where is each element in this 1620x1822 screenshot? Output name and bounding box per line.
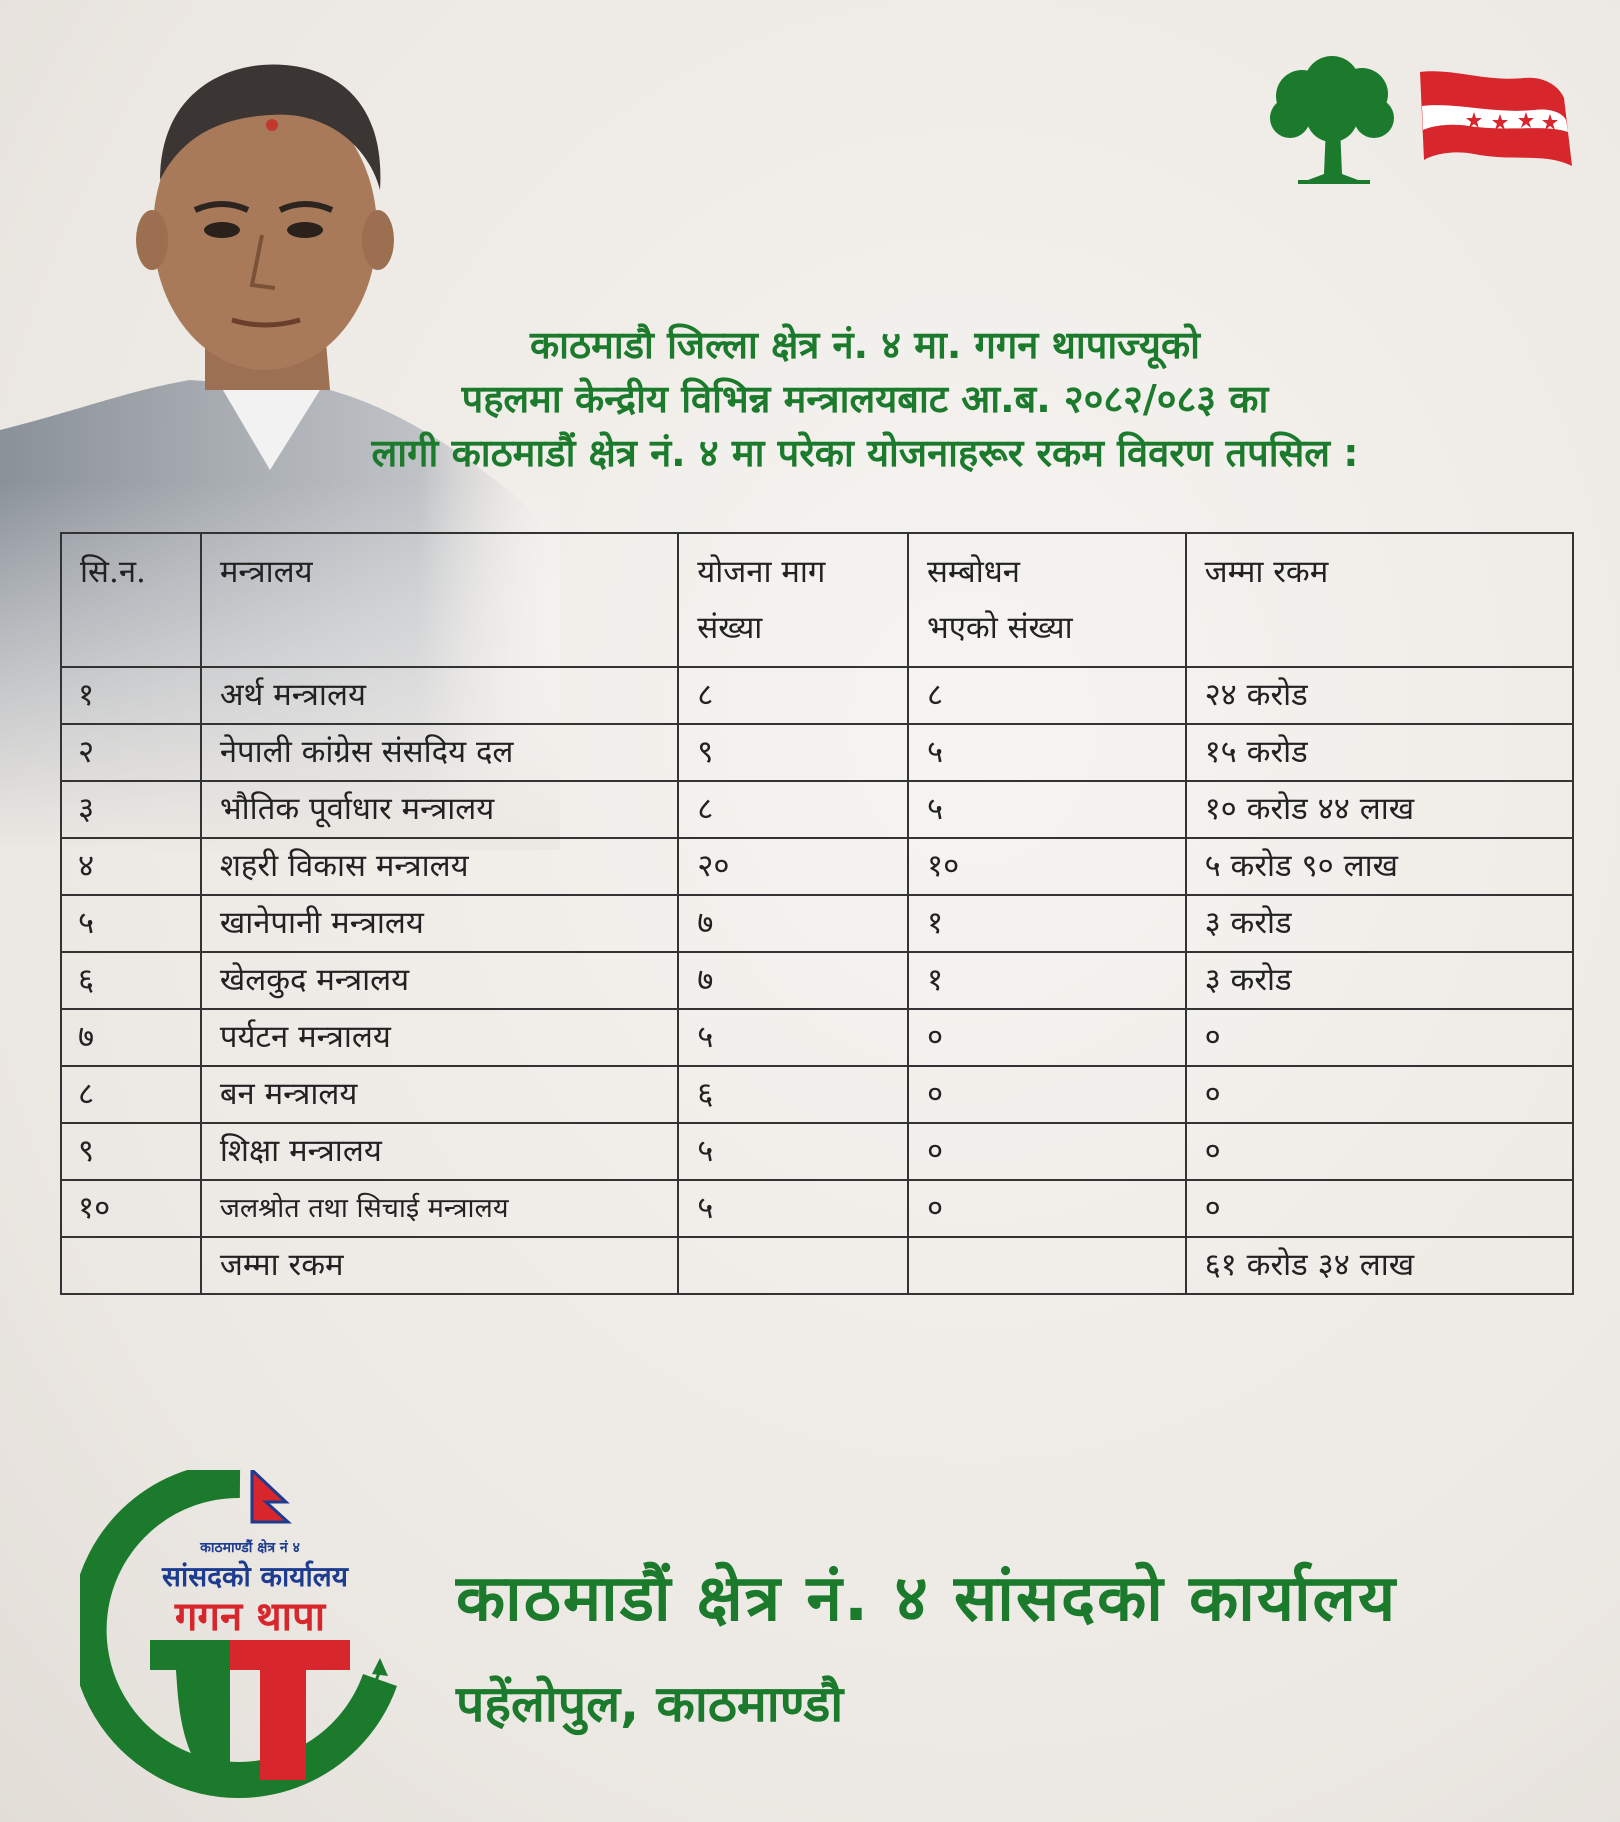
cell-serial: ७ (61, 1009, 201, 1066)
cell-ministry: खेलकुद मन्त्रालय (201, 952, 678, 1009)
table-total-row (61, 1237, 1573, 1294)
office-logo-line-2: गगन थापा (174, 1594, 326, 1640)
header-serial-number: सि.न. (61, 533, 201, 667)
budget-table (60, 532, 1574, 1295)
cell-serial: ३ (61, 781, 201, 838)
cell-amount: १० करोड ४४ लाख (1186, 781, 1573, 838)
table-row (61, 895, 1573, 952)
cell-requested: ८ (678, 667, 908, 724)
cell-requested: ५ (678, 1123, 908, 1180)
cell-requested: ७ (678, 895, 908, 952)
cell-ministry: अर्थ मन्त्रालय (201, 667, 678, 724)
cell-requested: ९ (678, 724, 908, 781)
table-header-row (61, 533, 1573, 667)
office-address: पहेंलोपुल, काठमाण्डौ (456, 1675, 844, 1733)
cell-requested: ६ (678, 1066, 908, 1123)
tree-logo (1262, 56, 1404, 188)
header-projects-addressed: सम्बोधन भएको संख्या (908, 533, 1186, 667)
table-row (61, 952, 1573, 1009)
cell-serial (61, 1237, 201, 1294)
cell-serial: ४ (61, 838, 201, 895)
cell-addressed: १ (908, 895, 1186, 952)
heading-line-2: पहलमा केन्द्रीय विभिन्न मन्त्रालयबाट आ.ब. २०८२/०८३ का (461, 377, 1269, 421)
cell-ministry: नेपाली कांग्रेस संसदिय दल (201, 724, 678, 781)
office-logo-small-text: काठमाण्डौं क्षेत्र नं ४ (200, 1540, 300, 1556)
cell-serial: ५ (61, 895, 201, 952)
cell-serial: १ (61, 667, 201, 724)
cell-amount: ० (1186, 1066, 1573, 1123)
cell-amount: ३ करोड (1186, 952, 1573, 1009)
cell-addressed: ८ (908, 667, 1186, 724)
cell-amount: ० (1186, 1123, 1573, 1180)
table-row (61, 1066, 1573, 1123)
cell-ministry: जलश्रोत तथा सिचाई मन्त्रालय (201, 1180, 678, 1237)
cell-ministry: खानेपानी मन्त्रालय (201, 895, 678, 952)
cell-amount: १५ करोड (1186, 724, 1573, 781)
cell-addressed (908, 1237, 1186, 1294)
cell-amount: ५ करोड ९० लाख (1186, 838, 1573, 895)
cell-serial: ८ (61, 1066, 201, 1123)
table-row (61, 1123, 1573, 1180)
cell-ministry: शिक्षा मन्त्रालय (201, 1123, 678, 1180)
cell-addressed: ० (908, 1123, 1186, 1180)
table-row (61, 781, 1573, 838)
header-projects-requested: योजना माग संख्या (678, 533, 908, 667)
cell-amount: ३ करोड (1186, 895, 1573, 952)
cell-requested: २० (678, 838, 908, 895)
cell-requested (678, 1237, 908, 1294)
cell-total-label: जम्मा रकम (201, 1237, 678, 1294)
cell-addressed: ५ (908, 724, 1186, 781)
cell-ministry: बन मन्त्रालय (201, 1066, 678, 1123)
cell-addressed: ० (908, 1180, 1186, 1237)
cell-addressed: १० (908, 838, 1186, 895)
cell-total-amount: ६१ करोड ३४ लाख (1186, 1237, 1573, 1294)
table-row (61, 1180, 1573, 1237)
office-logo-line-1: सांसदको कार्यालय (162, 1560, 348, 1593)
cell-amount: २४ करोड (1186, 667, 1573, 724)
office-name: काठमाडौं क्षेत्र नं. ४ सांसदको कार्यालय (456, 1562, 1398, 1636)
cell-requested: ८ (678, 781, 908, 838)
header-ministry: मन्त्रालय (201, 533, 678, 667)
cell-serial: २ (61, 724, 201, 781)
table-row (61, 1009, 1573, 1066)
cell-ministry: शहरी विकास मन्त्रालय (201, 838, 678, 895)
cell-addressed: ० (908, 1009, 1186, 1066)
header-total-amount: जम्मा रकम (1186, 533, 1573, 667)
party-flag-logo (1414, 68, 1576, 172)
cell-amount: ० (1186, 1180, 1573, 1237)
office-logo (80, 1470, 400, 1800)
cell-ministry: पर्यटन मन्त्रालय (201, 1009, 678, 1066)
cell-addressed: १ (908, 952, 1186, 1009)
table-row (61, 724, 1573, 781)
heading (200, 318, 1530, 480)
cell-addressed: ५ (908, 781, 1186, 838)
nepal-flag-icon (252, 1470, 288, 1522)
cell-amount: ० (1186, 1009, 1573, 1066)
heading-line-1: काठमाडौ जिल्ला क्षेत्र नं. ४ मा. गगन थापाज्यूको (530, 323, 1200, 367)
table-row (61, 838, 1573, 895)
cell-serial: ९ (61, 1123, 201, 1180)
cell-requested: ५ (678, 1009, 908, 1066)
heading-line-3: लागी काठमाडौं क्षेत्र नं. ४ मा परेका योजनाहरूर रकम विवरण तपसिल : (371, 431, 1359, 475)
cell-ministry: भौतिक पूर्वाधार मन्त्रालय (201, 781, 678, 838)
cell-requested: ५ (678, 1180, 908, 1237)
table-row (61, 667, 1573, 724)
cell-serial: ६ (61, 952, 201, 1009)
cell-requested: ७ (678, 952, 908, 1009)
cell-addressed: ० (908, 1066, 1186, 1123)
cell-serial: १० (61, 1180, 201, 1237)
